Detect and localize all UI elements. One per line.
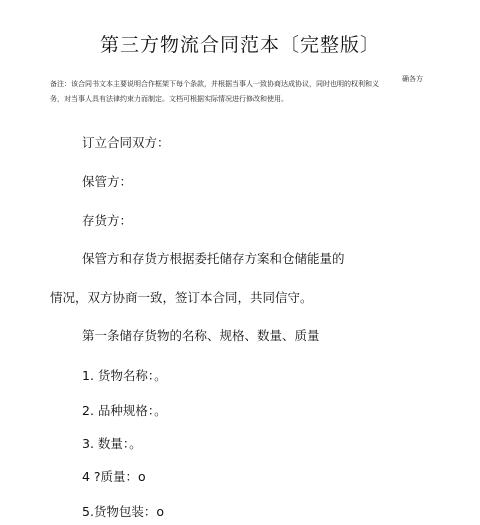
list-item-quantity: 3. 数量：。	[82, 436, 142, 451]
custodian-line: 保管方：	[82, 174, 133, 189]
list-item-goods-name: 1. 货物名称：。	[82, 368, 167, 383]
depositor-line: 存货方：	[82, 213, 133, 228]
document-note: 备注：该合同书文本主要说明合作框架下每个条款，并根据当事人一致协商达成协议，同时也明的权利和义务，对当事人具有法律约束力而制定。文档可根据实际情况进行修改和使用。	[50, 80, 379, 103]
side-note: 确各方	[402, 75, 423, 83]
agreement-paragraph-line-1: 保管方和存货方根据委托储存方案和仓储能量的	[82, 251, 345, 266]
article-one-heading: 第一条储存货物的名称、规格、数量、质量	[82, 328, 320, 343]
document-title: 第三方物流合同范本〔完整版〕	[99, 34, 380, 56]
agreement-paragraph-line-2: 情况，双方协商一致，签订本合同，共同信守。	[50, 290, 313, 305]
list-item-specification: 2. 品种规格：。	[82, 403, 167, 418]
list-item-quality: 4 ?质量：o	[82, 469, 146, 484]
list-item-packaging: 5.货物包装：o	[82, 504, 165, 519]
contract-parties-line: 订立合同双方：	[82, 135, 170, 150]
